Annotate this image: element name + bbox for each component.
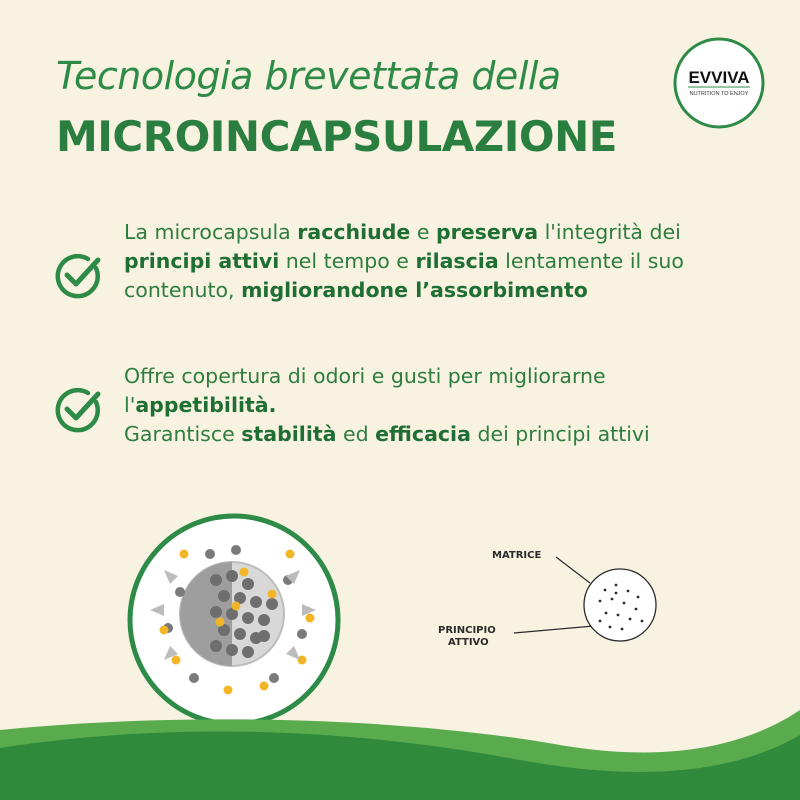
highlight-text: racchiude xyxy=(297,220,411,244)
body-text: lentamente il suo contenuto, xyxy=(124,249,684,302)
matrix-dot xyxy=(599,600,602,603)
capsule-particle xyxy=(218,590,230,602)
active-particle xyxy=(306,614,315,623)
highlight-text: principi attivi xyxy=(124,249,280,273)
body-text: dei principi attivi xyxy=(470,422,650,446)
matrix-dot xyxy=(627,590,630,593)
capsule-particle xyxy=(258,630,270,642)
matrix-dot xyxy=(623,602,626,605)
matrix-dot xyxy=(621,628,624,631)
highlight-text: migliorandone l’assorbimento xyxy=(241,278,588,302)
body-text: l'integrità dei xyxy=(538,220,681,244)
matrix-dot xyxy=(615,592,618,595)
evviva-logo xyxy=(672,36,766,130)
matrix-dot xyxy=(617,614,620,617)
highlight-text: efficacia xyxy=(375,422,471,446)
matrix-dot xyxy=(635,608,638,611)
active-particle xyxy=(216,618,225,627)
body-text: La microcapsula xyxy=(124,220,298,244)
body-text: e xyxy=(410,220,436,244)
highlight-text: stabilità xyxy=(241,422,337,446)
attivo-label: ATTIVO xyxy=(448,637,489,648)
matrice-label: MATRICE xyxy=(492,550,542,561)
title-line-2: MICROINCAPSULAZIONE xyxy=(56,112,617,161)
active-particle xyxy=(180,550,189,559)
logo-tagline: NUTRITION TO ENJOY xyxy=(689,91,749,97)
active-particle xyxy=(268,590,277,599)
body-text: Offre copertura di odori e gusti per migliorarne l' xyxy=(124,364,606,417)
matrix-diagram xyxy=(430,535,680,665)
outer-particle xyxy=(175,587,185,597)
highlight-text: appetibilità. xyxy=(135,393,277,417)
capsule-particle xyxy=(242,578,254,590)
capsule-particle xyxy=(266,598,278,610)
highlight-text: preserva xyxy=(435,220,539,244)
capsule-particle xyxy=(234,628,246,640)
capsule-particle xyxy=(242,646,254,658)
green-wave-decoration xyxy=(0,690,800,800)
benefit-text-2 xyxy=(124,362,734,449)
matrix-dot xyxy=(611,598,614,601)
outer-particle xyxy=(189,673,199,683)
capsule-particle xyxy=(210,606,222,618)
matrix-dot xyxy=(641,620,644,623)
logo-brand: EVVIVA xyxy=(688,68,750,87)
active-particle xyxy=(240,568,249,577)
active-particle xyxy=(160,626,169,635)
matrix-dot xyxy=(609,626,612,629)
capsule-particle xyxy=(226,570,238,582)
benefit-text-1 xyxy=(124,218,734,305)
matrix-dot xyxy=(629,618,632,621)
title-line-1: Tecnologia brevettata della xyxy=(56,54,561,98)
active-particle xyxy=(232,602,241,611)
active-particle xyxy=(286,550,295,559)
outer-particle xyxy=(297,629,307,639)
capsule-particle xyxy=(210,640,222,652)
matrix-dot xyxy=(599,620,602,623)
outer-particle xyxy=(231,545,241,555)
check-circle-icon xyxy=(52,384,104,436)
principio-label: PRINCIPIO xyxy=(438,625,496,636)
matrix-dot xyxy=(615,584,618,587)
matrix-dot xyxy=(604,589,607,592)
check-circle-icon xyxy=(52,250,104,302)
outer-particle xyxy=(269,673,279,683)
highlight-text: rilascia xyxy=(415,249,499,273)
active-particle xyxy=(172,656,181,665)
capsule-particle xyxy=(210,574,222,586)
capsule-particle xyxy=(242,612,254,624)
body-text: ed xyxy=(336,422,376,446)
body-text: nel tempo e xyxy=(279,249,416,273)
outer-particle xyxy=(205,549,215,559)
capsule-particle xyxy=(226,644,238,656)
body-text: Garantisce xyxy=(124,422,242,446)
matrix-dot xyxy=(605,612,608,615)
capsule-particle xyxy=(250,596,262,608)
active-particle xyxy=(298,656,307,665)
matrix-dot xyxy=(637,596,640,599)
capsule-particle xyxy=(258,614,270,626)
